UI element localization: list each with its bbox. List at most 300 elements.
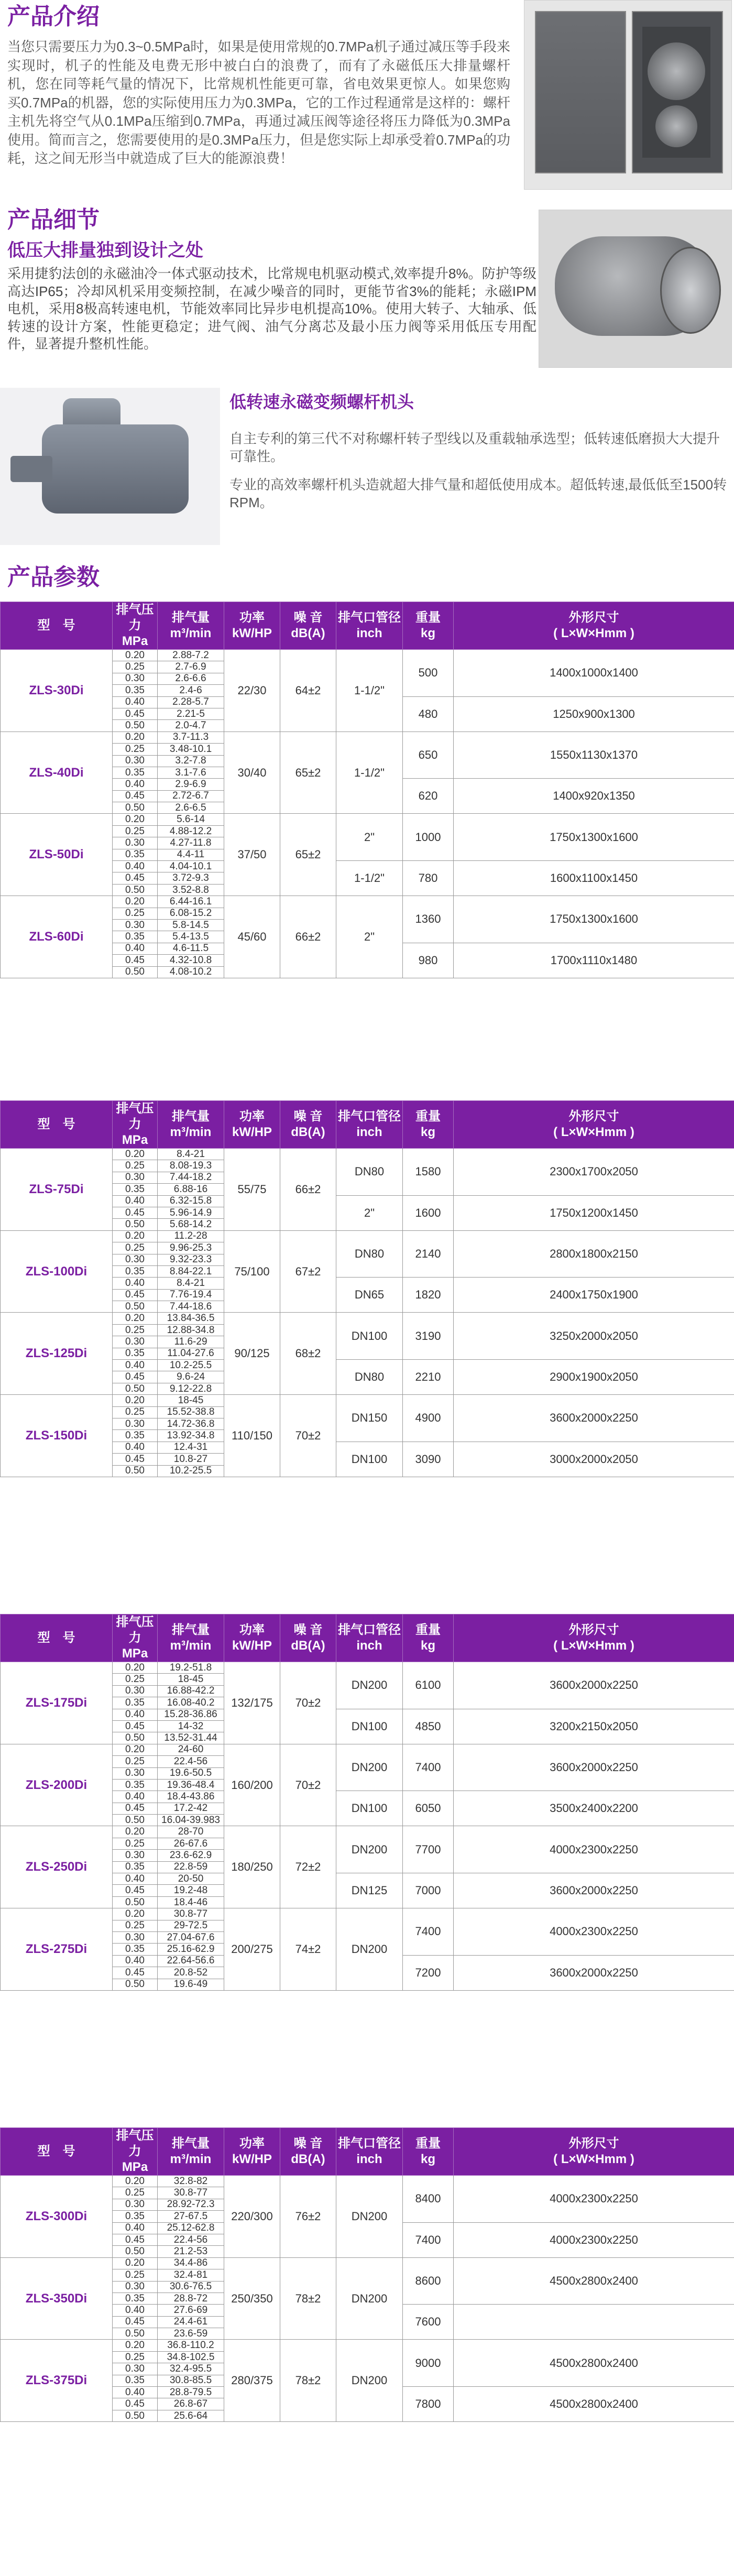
flow-cell: 19.2-51.8 bbox=[158, 1662, 224, 1674]
header-outlet-label: 排气口管径 bbox=[338, 1623, 401, 1637]
pressure-cell: 0.50 bbox=[113, 1732, 158, 1744]
header-flow bbox=[158, 2128, 224, 2176]
flow-cell: 7.44-18.6 bbox=[158, 1301, 224, 1313]
pressure-cell: 0.45 bbox=[113, 1454, 158, 1465]
weight-cell: 2140 bbox=[403, 1230, 454, 1278]
outlet-cell: 2" bbox=[336, 896, 403, 978]
pressure-cell: 0.35 bbox=[113, 1430, 158, 1442]
pressure-cell: 0.20 bbox=[113, 732, 158, 743]
pressure-cell: 0.50 bbox=[113, 1896, 158, 1908]
pressure-cell: 0.20 bbox=[113, 1149, 158, 1160]
noise-cell: 67±2 bbox=[280, 1230, 336, 1313]
header-power bbox=[224, 602, 280, 650]
flow-cell: 6.88-16 bbox=[158, 1184, 224, 1195]
dims-cell: 1550x1130x1370 bbox=[454, 732, 734, 779]
pressure-cell: 0.45 bbox=[113, 2398, 158, 2410]
pressure-cell: 0.20 bbox=[113, 1908, 158, 1920]
header-power bbox=[224, 1614, 280, 1662]
header-model bbox=[1, 602, 113, 650]
outlet-cell: DN200 bbox=[336, 1662, 403, 1709]
detail-text: 采用捷豹法创的永磁油冷一体式驱动技术，比常规电机驱动模式,效率提升8%。防护等级高达IP65；冷却风机采用变频控制，在减少噪音的同时，更能节省3%的能耗；永磁IPM电机，采用8极高转速电机，节能效率同比异步电机提高10%。使用大转子、大轴承、低转速的设计方案，性能更稳定；进气阀、油气分离芯及最小压力阀等采用低压专用配件，显著提升整机性能。 bbox=[7, 266, 536, 352]
pressure-cell: 0.30 bbox=[113, 2363, 158, 2375]
power-cell: 75/100 bbox=[224, 1230, 280, 1313]
weight-cell: 1580 bbox=[403, 1149, 454, 1196]
flow-cell: 23.6-59 bbox=[158, 2328, 224, 2340]
header-power-unit: kW/HP bbox=[232, 1125, 272, 1139]
flow-cell: 22.64-56.6 bbox=[158, 1955, 224, 1967]
header-flow bbox=[158, 1614, 224, 1662]
flow-cell: 28.8-72 bbox=[158, 2293, 224, 2304]
weight-cell: 6050 bbox=[403, 1791, 454, 1826]
header-noise bbox=[280, 1614, 336, 1662]
flow-cell: 17.2-42 bbox=[158, 1803, 224, 1814]
pressure-cell: 0.35 bbox=[113, 1348, 158, 1359]
flow-cell: 4.32-10.8 bbox=[158, 955, 224, 966]
flow-cell: 4.04-10.1 bbox=[158, 861, 224, 872]
model-name: ZLS-275Di bbox=[1, 1908, 113, 1991]
pressure-cell: 0.40 bbox=[113, 779, 158, 790]
flow-cell: 3.52-8.8 bbox=[158, 884, 224, 896]
flow-cell: 22.4-56 bbox=[158, 2234, 224, 2245]
header-pressure bbox=[113, 1614, 158, 1662]
flow-cell: 36.8-110.2 bbox=[158, 2340, 224, 2351]
noise-cell: 74±2 bbox=[280, 1908, 336, 1991]
weight-cell: 980 bbox=[403, 943, 454, 978]
flow-cell: 13.84-36.5 bbox=[158, 1313, 224, 1324]
header-model bbox=[1, 2128, 113, 2176]
outlet-cell: DN200 bbox=[336, 2257, 403, 2340]
header-pressure-unit: MPa bbox=[122, 2160, 148, 2174]
pressure-cell: 0.35 bbox=[113, 2211, 158, 2222]
header-power-label: 功率 bbox=[239, 610, 265, 625]
noise-cell: 70±2 bbox=[280, 1662, 336, 1744]
flow-cell: 20.8-52 bbox=[158, 1967, 224, 1979]
weight-cell: 650 bbox=[403, 732, 454, 779]
weight-cell: 9000 bbox=[403, 2340, 454, 2387]
table-row bbox=[1, 1395, 734, 1406]
header-flow-label: 排气量 bbox=[172, 1623, 210, 1637]
header-model-label: 型 号 bbox=[37, 1117, 75, 1131]
header-outlet-label: 排气口管径 bbox=[338, 610, 401, 625]
flow-cell: 12.4-31 bbox=[158, 1442, 224, 1453]
table-row bbox=[1, 1908, 734, 1920]
header-pressure bbox=[113, 1101, 158, 1149]
model-name: ZLS-100Di bbox=[1, 1230, 113, 1313]
pressure-cell: 0.50 bbox=[113, 1815, 158, 1826]
pressure-cell: 0.35 bbox=[113, 1944, 158, 1955]
outlet-cell: DN200 bbox=[336, 1908, 403, 1991]
flow-cell: 2.72-6.7 bbox=[158, 790, 224, 802]
flow-cell: 4.88-12.2 bbox=[158, 825, 224, 837]
flow-cell: 2.6-6.6 bbox=[158, 673, 224, 684]
pressure-cell: 0.20 bbox=[113, 2257, 158, 2269]
flow-cell: 25.12-62.8 bbox=[158, 2222, 224, 2234]
header-weight-unit: kg bbox=[420, 1125, 435, 1139]
outlet-cell: DN80 bbox=[336, 1230, 403, 1278]
header-weight-unit: kg bbox=[420, 626, 435, 640]
model-name: ZLS-200Di bbox=[1, 1744, 113, 1826]
flow-cell: 4.4-11 bbox=[158, 849, 224, 860]
noise-cell: 66±2 bbox=[280, 1149, 336, 1231]
params-table bbox=[0, 1614, 734, 1991]
power-cell: 30/40 bbox=[224, 732, 280, 814]
pressure-cell: 0.30 bbox=[113, 1931, 158, 1943]
flow-cell: 18.4-43.86 bbox=[158, 1791, 224, 1803]
table-row bbox=[1, 1313, 734, 1324]
dims-cell: 4500x2800x2400 bbox=[454, 2387, 734, 2422]
pressure-cell: 0.35 bbox=[113, 2293, 158, 2304]
pressure-cell: 0.25 bbox=[113, 1920, 158, 1931]
outlet-cell: 1-1/2" bbox=[336, 861, 403, 896]
header-weight bbox=[403, 1101, 454, 1149]
power-cell: 110/150 bbox=[224, 1395, 280, 1477]
outlet-cell: DN80 bbox=[336, 1360, 403, 1395]
header-noise-unit: dB(A) bbox=[291, 626, 325, 640]
pressure-cell: 0.20 bbox=[113, 2340, 158, 2351]
header-weight-label: 重量 bbox=[415, 610, 441, 625]
airend-title: 低转速永磁变频螺杆机头 bbox=[229, 392, 414, 411]
weight-cell: 2210 bbox=[403, 1360, 454, 1395]
flow-cell: 30.6-76.5 bbox=[158, 2281, 224, 2293]
dims-cell: 4000x2300x2250 bbox=[454, 2222, 734, 2257]
header-power-unit: kW/HP bbox=[232, 1639, 272, 1653]
header-weight bbox=[403, 1614, 454, 1662]
flow-cell: 22.4-56 bbox=[158, 1756, 224, 1767]
detail-title: 产品细节 bbox=[7, 207, 100, 233]
flow-cell: 2.9-6.9 bbox=[158, 779, 224, 790]
flow-cell: 2.21-5 bbox=[158, 708, 224, 719]
header-dims-unit: ( L×W×Hmm ) bbox=[553, 1639, 634, 1653]
flow-cell: 6.08-15.2 bbox=[158, 908, 224, 919]
header-noise-unit: dB(A) bbox=[291, 1639, 325, 1653]
header-weight bbox=[403, 2128, 454, 2176]
outlet-cell: 1-1/2" bbox=[336, 650, 403, 732]
flow-cell: 34.4-86 bbox=[158, 2257, 224, 2269]
flow-cell: 18-45 bbox=[158, 1395, 224, 1406]
header-noise bbox=[280, 1101, 336, 1149]
pressure-cell: 0.40 bbox=[113, 1360, 158, 1371]
flow-cell: 12.88-34.8 bbox=[158, 1324, 224, 1336]
header-outlet bbox=[336, 1101, 403, 1149]
flow-cell: 24.4-61 bbox=[158, 2316, 224, 2328]
header-noise-label: 噪 音 bbox=[293, 1109, 323, 1123]
header-noise-label: 噪 音 bbox=[293, 610, 323, 625]
weight-cell: 7400 bbox=[403, 1744, 454, 1791]
pressure-cell: 0.35 bbox=[113, 1779, 158, 1791]
flow-cell: 9.32-23.3 bbox=[158, 1254, 224, 1265]
airend-text bbox=[229, 430, 727, 522]
header-dims-unit: ( L×W×Hmm ) bbox=[553, 626, 634, 640]
pressure-cell: 0.30 bbox=[113, 2281, 158, 2293]
model-name: ZLS-300Di bbox=[1, 2176, 113, 2258]
flow-cell: 14.72-36.8 bbox=[158, 1418, 224, 1429]
header-power-label: 功率 bbox=[239, 2136, 265, 2151]
outlet-cell: DN125 bbox=[336, 1873, 403, 1908]
table-row bbox=[1, 1662, 734, 1674]
flow-cell: 2.6-6.5 bbox=[158, 802, 224, 814]
outlet-cell: 1-1/2" bbox=[336, 732, 403, 814]
weight-cell: 3090 bbox=[403, 1442, 454, 1477]
flow-cell: 14-32 bbox=[158, 1720, 224, 1732]
flow-cell: 19.36-48.4 bbox=[158, 1779, 224, 1791]
pressure-cell: 0.20 bbox=[113, 1230, 158, 1242]
outlet-cell: 2" bbox=[336, 814, 403, 861]
detail-subtitle: 低压大排量独到设计之处 bbox=[7, 241, 203, 260]
flow-cell: 19.2-48 bbox=[158, 1885, 224, 1896]
flow-cell: 26-67.6 bbox=[158, 1838, 224, 1849]
flow-cell: 6.44-16.1 bbox=[158, 896, 224, 908]
flow-cell: 30.8-85.5 bbox=[158, 2375, 224, 2386]
pressure-cell: 0.45 bbox=[113, 1803, 158, 1814]
pressure-cell: 0.25 bbox=[113, 1756, 158, 1767]
outlet-cell: DN80 bbox=[336, 1149, 403, 1196]
flow-cell: 25.16-62.9 bbox=[158, 1944, 224, 1955]
dims-cell: 1400x920x1350 bbox=[454, 779, 734, 814]
pressure-cell: 0.45 bbox=[113, 1967, 158, 1979]
weight-cell: 480 bbox=[403, 696, 454, 732]
noise-cell: 70±2 bbox=[280, 1744, 336, 1826]
dims-cell: 1750x1200x1450 bbox=[454, 1195, 734, 1230]
table-row bbox=[1, 1744, 734, 1755]
pressure-cell: 0.35 bbox=[113, 1697, 158, 1709]
flow-cell: 32.4-95.5 bbox=[158, 2363, 224, 2375]
flow-cell: 16.08-40.2 bbox=[158, 1697, 224, 1709]
header-noise bbox=[280, 602, 336, 650]
pressure-cell: 0.20 bbox=[113, 1313, 158, 1324]
flow-cell: 9.96-25.3 bbox=[158, 1242, 224, 1254]
flow-cell: 24-60 bbox=[158, 1744, 224, 1755]
header-weight-label: 重量 bbox=[415, 1109, 441, 1123]
flow-cell: 20-50 bbox=[158, 1873, 224, 1885]
weight-cell: 620 bbox=[403, 779, 454, 814]
header-flow-unit: m³/min bbox=[170, 1125, 212, 1139]
pressure-cell: 0.50 bbox=[113, 2410, 158, 2421]
weight-cell: 1820 bbox=[403, 1278, 454, 1313]
table-row bbox=[1, 732, 734, 743]
header-weight-unit: kg bbox=[420, 1639, 435, 1653]
model-name: ZLS-350Di bbox=[1, 2257, 113, 2340]
flow-cell: 8.4-21 bbox=[158, 1149, 224, 1160]
dims-cell: 4000x2300x2250 bbox=[454, 1908, 734, 1956]
intro-title: 产品介绍 bbox=[7, 4, 100, 29]
airend-para-1: 自主专利的第三代不对称螺杆转子型线以及重载轴承选型；低转速低磨损大大提升可靠性。 bbox=[229, 431, 720, 464]
airend-para-2: 专业的高效率螺杆机头造就超大排气量和超低使用成本。超低转速,最低低至1500转RPM。 bbox=[229, 477, 727, 510]
flow-cell: 19.6-50.5 bbox=[158, 1767, 224, 1779]
pressure-cell: 0.30 bbox=[113, 1336, 158, 1348]
intro-text: 当您只需要压力为0.3~0.5MPa时，如果是使用常规的0.7MPa机子通过减压等手段来实现时，机子的性能及电费无形中被白白的浪费了，而有了永磁低压大排量螺杆机，您在同等耗气量的情况下，比常规机性能更可靠，省电效果更惊人。如果您购买0.7MPa的机器，您的实际使用压力为0.3MPa，它的工作过程通常是这样的：螺杆主机先将空气从0.1MPa压缩到0.7MPa，再通过减压阀等途径将压力降低为0.3MPa使用。简而言之，您需要使用的是0.3MPa压力，但是您实际上却承受着0.7MPa的功耗，这之间无形当中就造成了巨大的能源浪费！ bbox=[7, 39, 510, 166]
header-dims bbox=[454, 2128, 734, 2176]
flow-cell: 2.0-4.7 bbox=[158, 720, 224, 732]
dims-cell: 3600x2000x2250 bbox=[454, 1395, 734, 1442]
flow-cell: 2.88-7.2 bbox=[158, 650, 224, 661]
pressure-cell: 0.45 bbox=[113, 1720, 158, 1732]
pressure-cell: 0.50 bbox=[113, 1383, 158, 1394]
pressure-cell: 0.25 bbox=[113, 2187, 158, 2199]
pressure-cell: 0.35 bbox=[113, 1184, 158, 1195]
noise-cell: 64±2 bbox=[280, 650, 336, 732]
pressure-cell: 0.20 bbox=[113, 1662, 158, 1674]
table-row bbox=[1, 2257, 734, 2269]
pressure-cell: 0.30 bbox=[113, 1685, 158, 1697]
flow-cell: 29-72.5 bbox=[158, 1920, 224, 1931]
weight-cell: 7000 bbox=[403, 1873, 454, 1908]
noise-cell: 66±2 bbox=[280, 896, 336, 978]
table-row bbox=[1, 2340, 734, 2351]
header-model bbox=[1, 1101, 113, 1149]
params-table bbox=[0, 1100, 734, 1477]
outlet-cell: DN150 bbox=[336, 1395, 403, 1442]
noise-cell: 76±2 bbox=[280, 2176, 336, 2258]
params-table bbox=[0, 602, 734, 978]
header-outlet bbox=[336, 1614, 403, 1662]
header-power-label: 功率 bbox=[239, 1623, 265, 1637]
model-name: ZLS-60Di bbox=[1, 896, 113, 978]
weight-cell: 8400 bbox=[403, 2176, 454, 2223]
header-pressure-unit: MPa bbox=[122, 1646, 148, 1661]
flow-cell: 11.6-29 bbox=[158, 1336, 224, 1348]
pressure-cell: 0.40 bbox=[113, 2305, 158, 2316]
flow-cell: 18.4-46 bbox=[158, 1896, 224, 1908]
header-dims bbox=[454, 1614, 734, 1662]
noise-cell: 68±2 bbox=[280, 1313, 336, 1395]
params-table bbox=[0, 2127, 734, 2422]
pressure-cell: 0.45 bbox=[113, 2234, 158, 2245]
pressure-cell: 0.20 bbox=[113, 1395, 158, 1406]
outlet-cell: DN200 bbox=[336, 1826, 403, 1873]
header-dims-unit: ( L×W×Hmm ) bbox=[553, 1125, 634, 1139]
flow-cell: 32.4-81 bbox=[158, 2269, 224, 2281]
pressure-cell: 0.30 bbox=[113, 755, 158, 767]
power-cell: 250/350 bbox=[224, 2257, 280, 2340]
pressure-cell: 0.35 bbox=[113, 931, 158, 943]
header-dims-label: 外形尺寸 bbox=[568, 610, 619, 625]
dims-cell: 2400x1750x1900 bbox=[454, 1278, 734, 1313]
pressure-cell: 0.40 bbox=[113, 1195, 158, 1207]
dims-cell: 4500x2800x2400 bbox=[454, 2340, 734, 2387]
header-outlet-label: 排气口管径 bbox=[338, 1109, 401, 1123]
pressure-cell: 0.50 bbox=[113, 2246, 158, 2257]
header-dims-label: 外形尺寸 bbox=[568, 1109, 619, 1123]
power-cell: 132/175 bbox=[224, 1662, 280, 1744]
flow-cell: 5.8-14.5 bbox=[158, 919, 224, 931]
outlet-cell: DN100 bbox=[336, 1313, 403, 1360]
header-pressure bbox=[113, 2128, 158, 2176]
flow-cell: 8.08-19.3 bbox=[158, 1160, 224, 1172]
pressure-cell: 0.50 bbox=[113, 966, 158, 978]
header-model-label: 型 号 bbox=[37, 618, 75, 632]
flow-cell: 19.6-49 bbox=[158, 1979, 224, 1990]
dims-cell: 1250x900x1300 bbox=[454, 696, 734, 732]
header-noise-unit: dB(A) bbox=[291, 1125, 325, 1139]
header-flow-unit: m³/min bbox=[170, 626, 212, 640]
pressure-cell: 0.20 bbox=[113, 1826, 158, 1838]
power-cell: 220/300 bbox=[224, 2176, 280, 2258]
model-name: ZLS-125Di bbox=[1, 1313, 113, 1395]
header-outlet bbox=[336, 602, 403, 650]
pressure-cell: 0.40 bbox=[113, 696, 158, 708]
pressure-cell: 0.30 bbox=[113, 2199, 158, 2210]
flow-cell: 3.72-9.3 bbox=[158, 872, 224, 884]
flow-cell: 13.92-34.8 bbox=[158, 1430, 224, 1442]
header-noise-unit: dB(A) bbox=[291, 2152, 325, 2166]
pressure-cell: 0.25 bbox=[113, 2269, 158, 2281]
flow-cell: 28.8-79.5 bbox=[158, 2387, 224, 2398]
flow-cell: 28.92-72.3 bbox=[158, 2199, 224, 2210]
pressure-cell: 0.20 bbox=[113, 2176, 158, 2187]
flow-cell: 7.76-19.4 bbox=[158, 1289, 224, 1301]
header-flow-label: 排气量 bbox=[172, 610, 210, 625]
dims-cell: 2300x1700x2050 bbox=[454, 1149, 734, 1196]
pressure-cell: 0.25 bbox=[113, 1674, 158, 1685]
noise-cell: 65±2 bbox=[280, 732, 336, 814]
flow-cell: 25.6-64 bbox=[158, 2410, 224, 2421]
power-cell: 22/30 bbox=[224, 650, 280, 732]
noise-cell: 78±2 bbox=[280, 2257, 336, 2340]
pressure-cell: 0.50 bbox=[113, 720, 158, 732]
flow-cell: 2.28-5.7 bbox=[158, 696, 224, 708]
header-outlet-unit: inch bbox=[356, 1639, 382, 1653]
pressure-cell: 0.25 bbox=[113, 1242, 158, 1254]
pressure-cell: 0.40 bbox=[113, 2387, 158, 2398]
flow-cell: 16.88-42.2 bbox=[158, 1685, 224, 1697]
pressure-cell: 0.30 bbox=[113, 1254, 158, 1265]
power-cell: 280/375 bbox=[224, 2340, 280, 2422]
weight-cell: 780 bbox=[403, 861, 454, 896]
pressure-cell: 0.40 bbox=[113, 1955, 158, 1967]
pressure-cell: 0.40 bbox=[113, 1791, 158, 1803]
header-model-label: 型 号 bbox=[37, 1631, 75, 1645]
header-flow-label: 排气量 bbox=[172, 2136, 210, 2151]
pressure-cell: 0.45 bbox=[113, 955, 158, 966]
flow-cell: 11.04-27.6 bbox=[158, 1348, 224, 1359]
table-row bbox=[1, 2176, 734, 2187]
table-row bbox=[1, 814, 734, 825]
flow-cell: 5.4-13.5 bbox=[158, 931, 224, 943]
flow-cell: 9.6-24 bbox=[158, 1371, 224, 1383]
outlet-cell: DN200 bbox=[336, 2340, 403, 2422]
weight-cell: 1600 bbox=[403, 1195, 454, 1230]
params-title: 产品参数 bbox=[7, 564, 100, 590]
pressure-cell: 0.35 bbox=[113, 685, 158, 696]
dims-cell: 4500x2800x2400 bbox=[454, 2257, 734, 2305]
weight-cell: 7800 bbox=[403, 2387, 454, 2422]
outlet-cell: DN100 bbox=[336, 1791, 403, 1826]
noise-cell: 78±2 bbox=[280, 2340, 336, 2422]
pressure-cell: 0.25 bbox=[113, 1838, 158, 1849]
pressure-cell: 0.35 bbox=[113, 2375, 158, 2386]
header-dims-label: 外形尺寸 bbox=[568, 2136, 619, 2151]
dims-cell: 1750x1300x1600 bbox=[454, 814, 734, 861]
pressure-cell: 0.20 bbox=[113, 650, 158, 661]
weight-cell: 1360 bbox=[403, 896, 454, 943]
pressure-cell: 0.45 bbox=[113, 1885, 158, 1896]
pressure-cell: 0.50 bbox=[113, 2328, 158, 2340]
flow-cell: 5.68-14.2 bbox=[158, 1219, 224, 1230]
power-cell: 180/250 bbox=[224, 1826, 280, 1908]
model-name: ZLS-40Di bbox=[1, 732, 113, 814]
pressure-cell: 0.40 bbox=[113, 1442, 158, 1453]
dims-cell: 1700x1110x1480 bbox=[454, 943, 734, 978]
flow-cell: 10.2-25.5 bbox=[158, 1360, 224, 1371]
header-pressure-unit: MPa bbox=[122, 634, 148, 648]
pm-motor-photo bbox=[539, 210, 732, 368]
header-pressure-unit: MPa bbox=[122, 1133, 148, 1147]
table-row bbox=[1, 1826, 734, 1838]
flow-cell: 30.8-77 bbox=[158, 2187, 224, 2199]
pressure-cell: 0.30 bbox=[113, 673, 158, 684]
pressure-cell: 0.35 bbox=[113, 1265, 158, 1277]
dims-cell: 3600x2000x2250 bbox=[454, 1873, 734, 1908]
